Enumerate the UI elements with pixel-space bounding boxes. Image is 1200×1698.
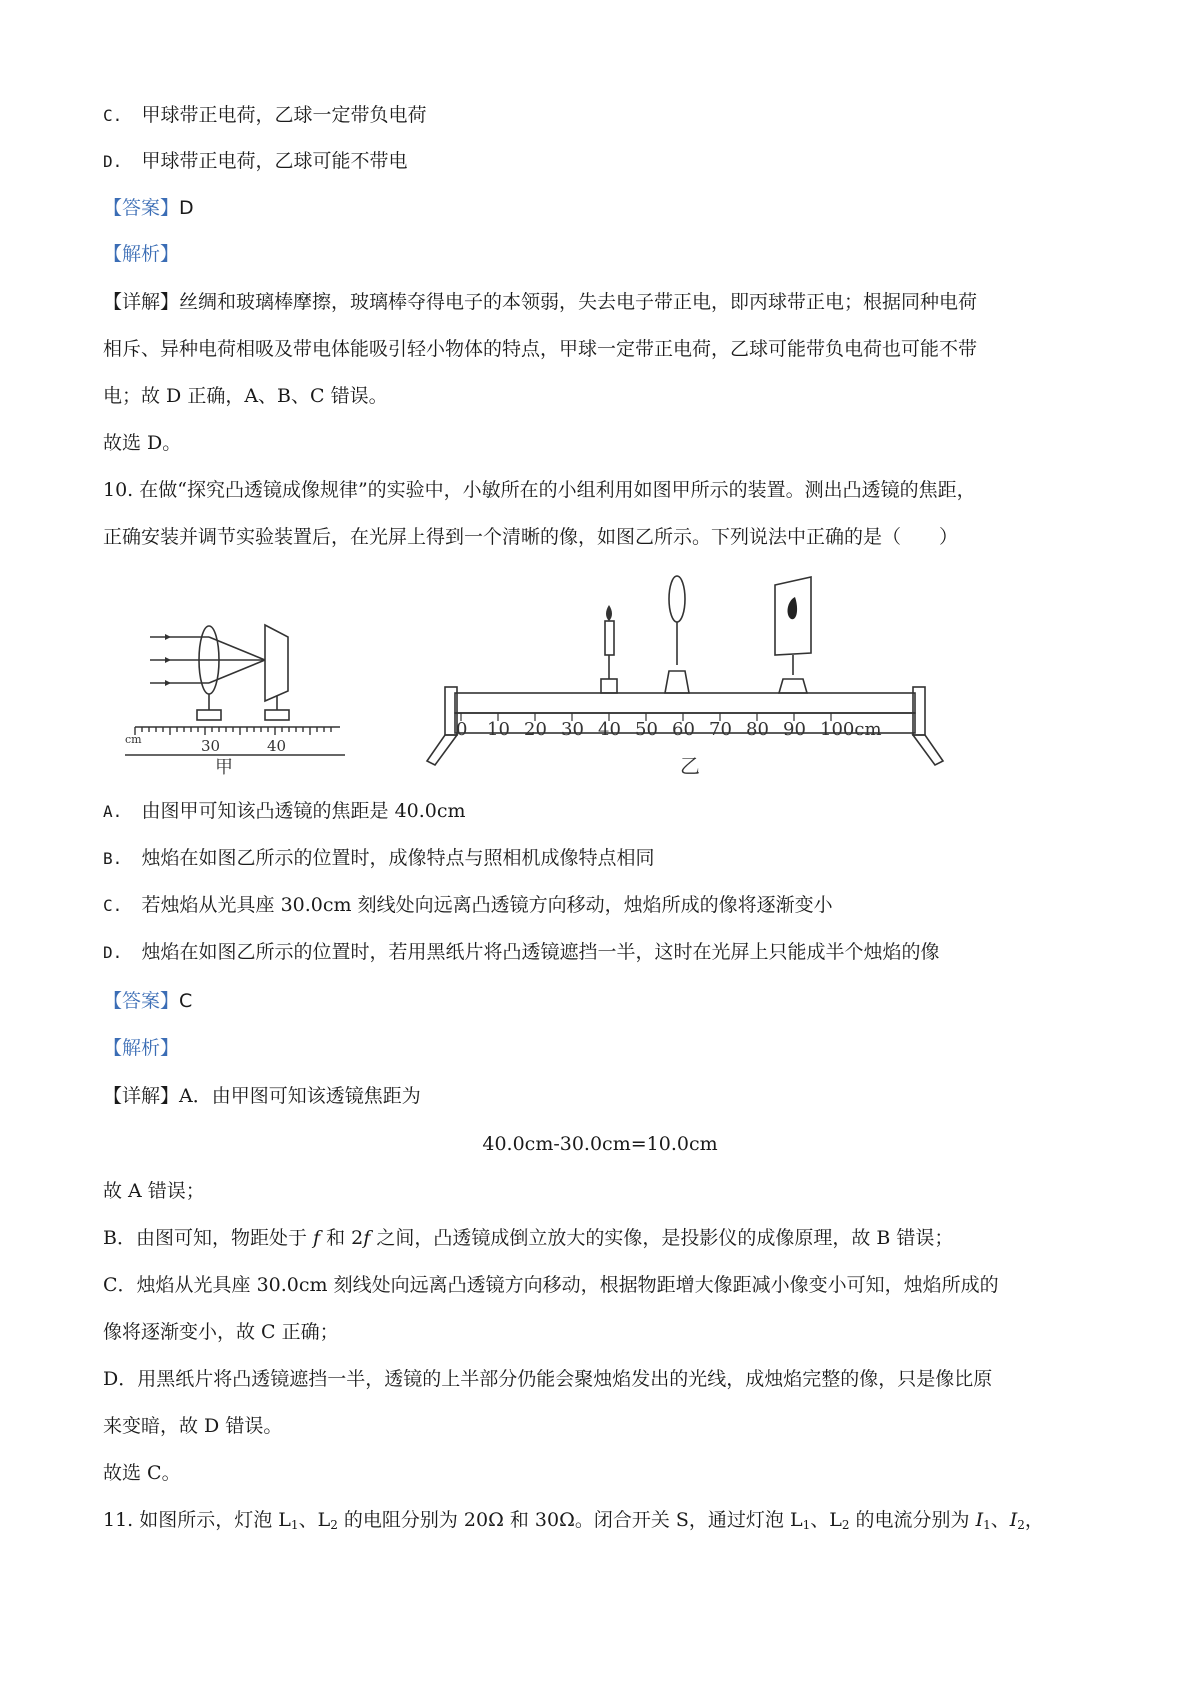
q10-choose: 故选 C。	[103, 1462, 181, 1484]
option-text: 甲球带正电荷，乙球可能不带电	[141, 150, 408, 172]
q10-detail-d-2: 来变暗，故 D 错误。	[103, 1415, 283, 1437]
scale-tick-0: 0	[456, 719, 468, 740]
detail-line-2: 相斥、异种电荷相吸及带电体能吸引轻小物体的特点，甲球一定带正电荷，乙球可能带负电荷也可能不带	[103, 338, 978, 360]
ruler-tick-30: 30	[201, 737, 221, 755]
q10-detail-b: B．由图可知，物距处于 f 和 2f 之间，凸透镜成倒立放大的实像，是投影仪的成像原理，故 B 错误；	[103, 1227, 954, 1249]
option-c	[103, 102, 427, 129]
q10-a-wrong: 故 A 错误；	[103, 1180, 205, 1202]
q10-option-b	[103, 845, 655, 872]
detail-line-1: 【详解】丝绸和玻璃棒摩擦，玻璃棒夺得电子的本领弱，失去电子带正电，即丙球带正电；根据同种电荷	[103, 291, 978, 313]
answer-label: 【答案】	[103, 197, 180, 219]
figure-yi	[425, 575, 965, 780]
answer-value: D	[179, 197, 194, 219]
detail-line-3: 电；故 D 正确，A、B、C 错误。	[103, 385, 388, 407]
option-d	[103, 148, 408, 175]
ruler-tick-40: 40	[267, 737, 287, 755]
figure-caption-jia: 甲	[215, 757, 233, 775]
figure-caption-yi: 乙	[680, 754, 700, 778]
option-letter: B.	[103, 849, 123, 868]
answer-value: C	[179, 990, 193, 1012]
scale-tick-40: 40	[598, 719, 621, 740]
option-text: 烛焰在如图乙所示的位置时，成像特点与照相机成像特点相同	[141, 847, 655, 869]
option-letter: A.	[103, 802, 123, 821]
detail-label: 【详解】	[103, 1085, 180, 1107]
option-text: 由图甲可知该凸透镜的焦距是 40.0cm	[141, 800, 466, 822]
q10-detail-c-1: C．烛焰从光具座 30.0cm 刻线处向远离凸透镜方向移动，根据物距增大像距减小像变小可知，烛焰所成的	[103, 1274, 999, 1296]
scale-tick-90: 90	[783, 719, 806, 740]
scale-tick-80: 80	[746, 719, 769, 740]
scale-tick-20: 20	[524, 719, 547, 740]
q10-stem-1: 10. 在做“探究凸透镜成像规律”的实验中，小敏所在的小组利用如图甲所示的装置。测出凸透镜的焦距，	[103, 479, 976, 501]
answer-label: 【答案】	[103, 990, 180, 1012]
option-text: 烛焰在如图乙所示的位置时，若用黑纸片将凸透镜遮挡一半，这时在光屏上只能成半个烛焰的像	[141, 941, 940, 963]
scale-tick-30: 30	[561, 719, 584, 740]
q10-detail-a: 【详解】A．由甲图可知该透镜焦距为	[103, 1085, 421, 1107]
scale-tick-10: 10	[487, 719, 510, 740]
scale-tick-100cm: 100cm	[820, 719, 882, 740]
figure-jia	[125, 615, 350, 775]
ruler-unit: cm	[125, 733, 142, 746]
q10-answer-line	[103, 988, 192, 1014]
q10-detail-c-2: 像将逐渐变小，故 C 正确；	[103, 1321, 339, 1343]
option-letter: D.	[103, 152, 123, 171]
option-letter: C.	[103, 106, 123, 125]
detail-label: 【详解】	[103, 291, 180, 313]
option-letter: C.	[103, 896, 123, 915]
option-letter: D.	[103, 943, 123, 962]
option-text: 若烛焰从光具座 30.0cm 刻线处向远离凸透镜方向移动，烛焰所成的像将逐渐变小	[141, 894, 833, 916]
q11-stem: 11. 如图所示，灯泡 $L_1$、$L_2$ 的电阻分别为 20Ω 和 30Ω。闭合开关 S，通过灯泡 $L_1$、$L_2$ 的电流分别为 $I_1$、$I_2$，	[103, 1509, 1044, 1532]
q10-option-a	[103, 798, 466, 825]
analysis-label: 【解析】	[103, 243, 180, 265]
q10-analysis-label: 【解析】	[103, 1037, 180, 1059]
scale-tick-60: 60	[672, 719, 695, 740]
choose-line: 故选 D。	[103, 432, 182, 454]
scale-tick-70: 70	[709, 719, 732, 740]
scale-tick-50: 50	[635, 719, 658, 740]
option-text: 甲球带正电荷，乙球一定带负电荷	[141, 104, 427, 126]
answer-line	[103, 195, 194, 221]
q10-detail-d-1: D．用黑纸片将凸透镜遮挡一半，透镜的上半部分仍能会聚烛焰发出的光线，成烛焰完整的像，只是像比原	[103, 1368, 993, 1390]
q10-stem-2: 正确安装并调节实验装置后，在光屏上得到一个清晰的像，如图乙所示。下列说法中正确的是（ ）	[103, 526, 959, 548]
q10-option-c	[103, 892, 833, 919]
q10-option-d	[103, 939, 940, 966]
q10-formula: 40.0cm-30.0cm=10.0cm	[482, 1133, 718, 1155]
